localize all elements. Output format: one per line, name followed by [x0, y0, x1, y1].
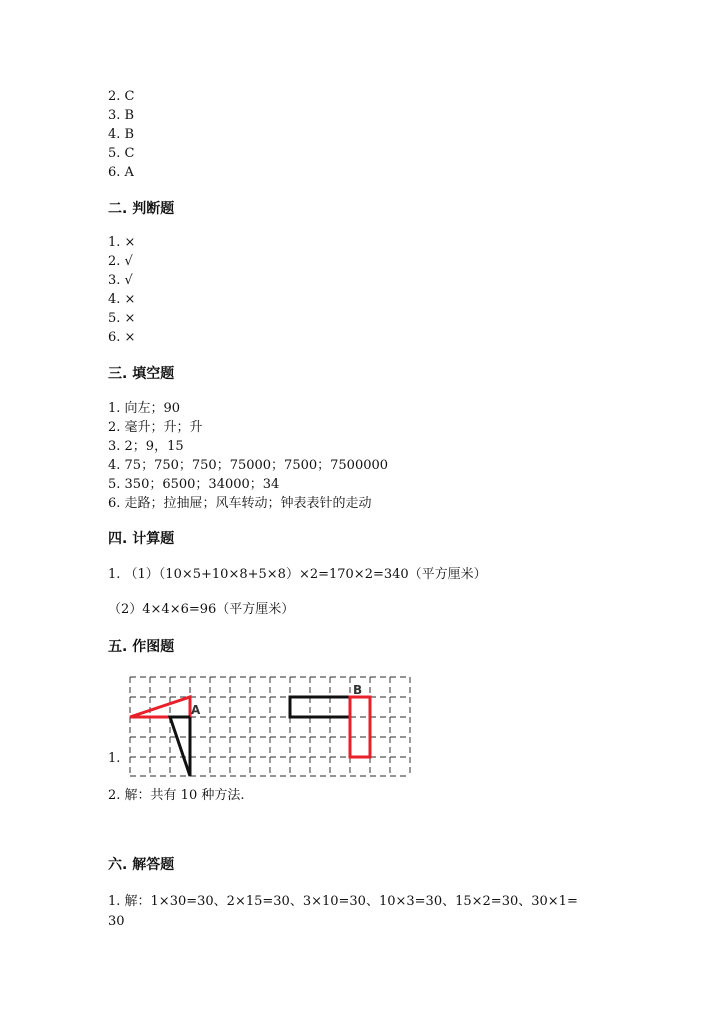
answer-line: 6. 走路；拉抽屉；风车转动；钟表表针的走动	[108, 496, 372, 511]
point-b-label: B	[353, 683, 363, 697]
red-rectangle	[350, 697, 370, 757]
black-triangle	[170, 717, 190, 776]
answer-line: 5. ×	[108, 311, 136, 326]
answer-line: 4. 75；750；750；75000；7500；7500000	[108, 458, 389, 473]
red-triangle	[130, 697, 190, 717]
answer-line: 1. ×	[108, 235, 136, 250]
answer-line: 5. C	[108, 146, 135, 161]
answer-line: 5. 350；6500；34000；34	[108, 477, 280, 492]
drawing-item-2: 2. 解：共有 10 种方法.	[108, 788, 245, 803]
section-heading-answer: 六. 解答题	[108, 857, 175, 873]
answer-line: 4. B	[108, 127, 135, 142]
section-heading-fill-blank: 三. 填空题	[108, 366, 175, 382]
point-a-label: A	[191, 703, 201, 717]
answer-line: 3. B	[108, 108, 135, 123]
grid-figure	[128, 675, 414, 779]
drawing-item-label: 1.	[108, 751, 121, 766]
calculation-line: 1. （1）（10×5+10×8+5×8）×2=170×2=340（平方厘米）	[108, 567, 487, 582]
section-heading-drawing: 五. 作图题	[108, 639, 175, 655]
black-rectangle	[290, 697, 350, 717]
calculation-line: （2）4×4×6=96（平方厘米）	[108, 602, 295, 617]
answer-line: 3. √	[108, 273, 133, 288]
section-heading-calculation: 四. 计算题	[108, 531, 175, 547]
answer-line: 3. 2；9，15	[108, 439, 184, 454]
answer-line: 2. √	[108, 254, 133, 269]
answer-line: 2. C	[108, 89, 135, 104]
answer-line: 4. ×	[108, 292, 136, 307]
answer-line: 1. 向左；90	[108, 401, 181, 416]
answer-line: 6. ×	[108, 330, 136, 345]
answer-line: 2. 毫升；升；升	[108, 420, 203, 435]
answer-line: 1. 解：1×30=30、2×15=30、3×10=30、10×3=30、15×2=30、30×1=	[108, 894, 578, 909]
answer-line: 6. A	[108, 165, 134, 180]
section-heading-judgement: 二. 判断题	[108, 201, 175, 217]
answer-line: 30	[108, 914, 125, 929]
